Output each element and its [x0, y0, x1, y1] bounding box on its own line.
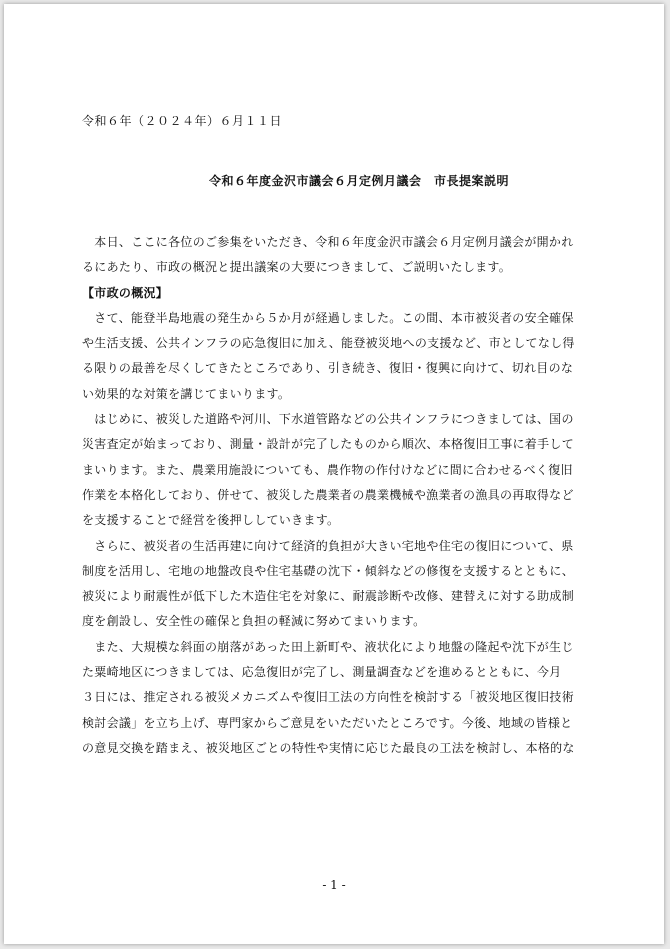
body-text-line: の意見交換を踏まえ、被災地区ごとの特性や実情に応じた最良の工法を検討し、本格的な: [82, 740, 575, 755]
section-heading: 【市政の概況】: [82, 285, 169, 300]
body-text-line: を支援することで経営を後押ししていきます。: [82, 513, 340, 528]
body-text-line: ３日には、推定される被災メカニズムや復旧工法の方向性を検討する「被災地区復旧技術: [82, 690, 575, 705]
body-text-line: や生活支援、公共インフラの応急復旧に加え、能登被災地への支援など、市としてなし得: [82, 336, 575, 351]
document-date: 令和６年（２０２４年）６月１１日: [82, 114, 283, 128]
body-text-line: る限りの最善を尽くしてきたところであり、引き続き、復旧・復興に向けて、切れ目のな: [82, 361, 574, 376]
document-title: 令和６年度金沢市議会６月定例月議会 市長提案説明: [208, 174, 509, 188]
body-text-line: また、大規模な斜面の崩落があった田上新町や、液状化により地盤の隆起や沈下が生じ: [82, 639, 574, 654]
body-text-line: 度を創設し、安全性の確保と負担の軽減に努めてまいります。: [82, 614, 426, 629]
body-text-line: い効果的な対策を講じてまいります。: [82, 386, 291, 401]
body-text-line: まいります。また、農業用施設についても、農作物の作付けなどに間に合わせるべく復旧: [82, 462, 573, 477]
body-text-line: さらに、被災者の生活再建に向けて経済的負担が大きい宅地や住宅の復旧について、県: [82, 538, 574, 553]
body-text-line: 被災により耐震性が低下した木造住宅を対象に、耐震診断や改修、建替えに対する助成制: [82, 589, 575, 604]
body-text-line: さて、能登半島地震の発生から５か月が経過しました。この間、本市被災者の安全確保: [82, 310, 574, 325]
body-text-line: 作業を本格化しており、併せて、被災した農業者の農業機械や漁業者の漁具の再取得など: [82, 487, 574, 502]
body-text-line: 本日、ここに各位のご参集をいただき、令和６年度金沢市議会６月定例月議会が開かれ: [82, 235, 574, 249]
body-text-line: 災害査定が始まっており、測量・設計が完了したものから順次、本格復旧工事に着手して: [82, 437, 575, 452]
body-text-line: た粟崎地区につきましては、応急復旧が完了し、測量調査などを進めるとともに、今月: [82, 665, 562, 680]
body-text-line: 検討会議」を立ち上げ、専門家からご意見をいただいたところです。今後、地域の皆様と: [82, 715, 573, 730]
document-page: [4, 4, 664, 944]
body-text-line: はじめに、被災した道路や河川、下水道管路などの公共インフラにつきましては、国の: [82, 412, 574, 427]
body-text-line: 制度を活用し、宅地の地盤改良や住宅基礎の沈下・傾斜などの修復を支援するとともに、: [82, 563, 575, 578]
page-number: - 1 -: [322, 878, 346, 892]
body-text-line: るにあたり、市政の概況と提出議案の大要につきまして、ご説明いたします。: [82, 260, 512, 275]
document-body: [82, 230, 622, 761]
